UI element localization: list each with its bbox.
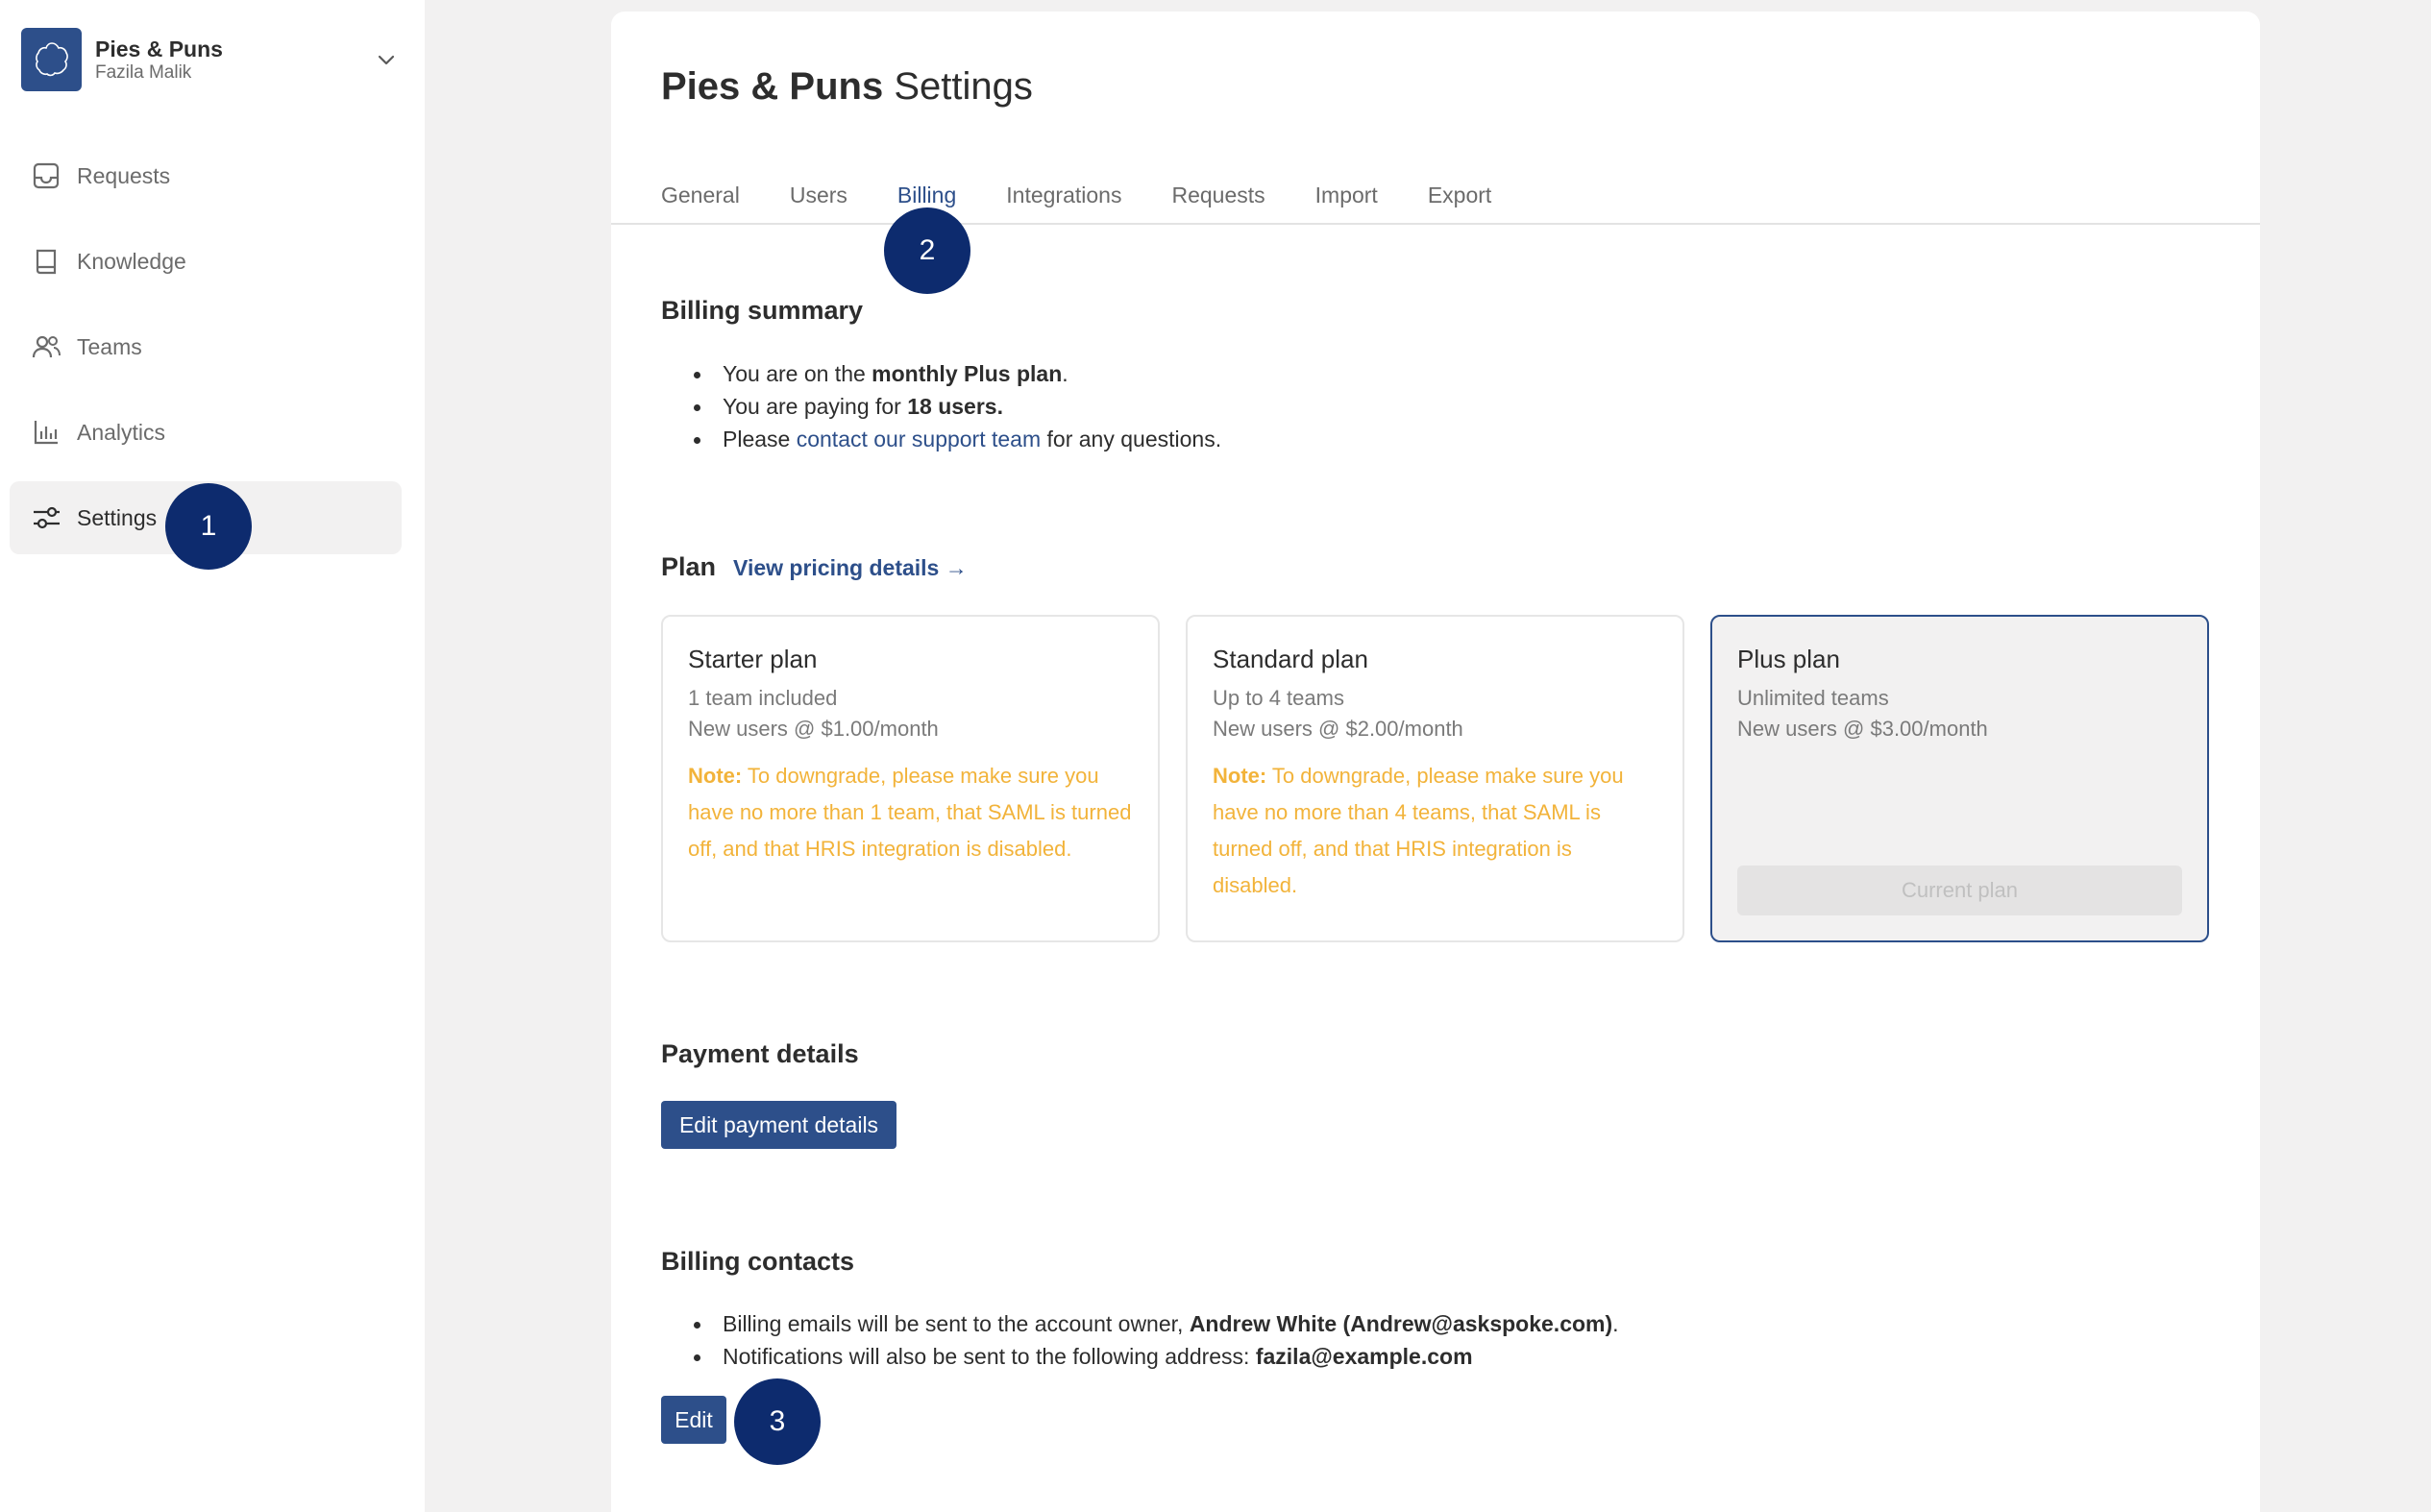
tab-integrations[interactable]: Integrations bbox=[1006, 183, 1122, 207]
flower-logo-icon bbox=[33, 40, 71, 79]
sidebar-item-label: Analytics bbox=[77, 419, 166, 445]
downgrade-note: Note: To downgrade, please make sure you have no more than 4 teams, that SAML is turned off, and that HRIS integration is disabled. bbox=[1213, 764, 1624, 897]
sidebar-item-label: Settings bbox=[77, 504, 158, 530]
billing-contacts-title: Billing contacts bbox=[661, 1247, 855, 1276]
plan-card-plus: Plus plan Unlimited teams New users @ $3.00/month Current plan bbox=[1710, 615, 2209, 942]
support-link[interactable]: contact our support team bbox=[796, 427, 1042, 451]
plan-title: Plan bbox=[661, 552, 717, 581]
tab-billing[interactable]: Billing bbox=[896, 183, 957, 207]
sidebar-item-knowledge[interactable] bbox=[10, 225, 402, 298]
tab-export[interactable]: Export bbox=[1427, 183, 1492, 207]
plan-header bbox=[661, 552, 968, 582]
bar-chart-icon bbox=[29, 415, 63, 450]
tab-requests[interactable]: Requests bbox=[1171, 183, 1265, 207]
billing-summary-title: Billing summary bbox=[661, 296, 864, 325]
plan-cards bbox=[661, 615, 2209, 942]
sidebar-item-requests[interactable] bbox=[10, 139, 402, 212]
payment-details-title: Payment details bbox=[661, 1039, 859, 1068]
inbox-icon bbox=[29, 159, 63, 193]
tab-import[interactable]: Import bbox=[1314, 183, 1378, 207]
workspace-name: Pies & Puns bbox=[95, 37, 223, 61]
step-badge: 1 bbox=[165, 483, 252, 570]
sidebar-item-label: Knowledge bbox=[77, 248, 186, 274]
plan-card-starter[interactable]: Starter plan 1 team included New users @ $1.00/month Note: To downgrade, please make sure you have no more than 1 team, that SAML is turned off, and that HRIS integration is disabled. bbox=[661, 615, 1160, 942]
list-item: You are on the monthly Plus plan. bbox=[661, 357, 1221, 390]
billing-summary-list bbox=[661, 357, 1221, 455]
sidebar-item-label: Teams bbox=[77, 333, 142, 359]
tab-general[interactable]: General bbox=[661, 183, 740, 207]
tab-users[interactable]: Users bbox=[789, 183, 847, 207]
page-title: Pies & Puns Settings bbox=[661, 65, 1033, 108]
list-item: Please contact our support team for any questions. bbox=[661, 423, 1221, 455]
step-badge: 2 bbox=[884, 207, 970, 294]
workspace-logo bbox=[21, 28, 82, 91]
edit-contacts-button[interactable]: Edit bbox=[661, 1396, 726, 1444]
list-item: Notifications will also be sent to the following address: fazila@example.com bbox=[661, 1340, 1619, 1373]
edit-payment-button[interactable]: Edit payment details bbox=[661, 1101, 896, 1149]
view-pricing-link[interactable]: View pricing details → bbox=[733, 555, 968, 580]
list-item: You are paying for 18 users. bbox=[661, 390, 1221, 423]
plan-card-standard[interactable]: Standard plan Up to 4 teams New users @ $2.00/month Note: To downgrade, please make sure you have no more than 4 teams, that SAML is turned off, and that HRIS integration is disabled. bbox=[1186, 615, 1684, 942]
sidebar bbox=[0, 0, 425, 1512]
chevron-down-icon[interactable] bbox=[367, 40, 405, 79]
sidebar-item-teams[interactable] bbox=[10, 310, 402, 383]
workspace-user: Fazila Malik bbox=[95, 62, 192, 83]
users-icon bbox=[29, 329, 63, 364]
sidebar-item-analytics[interactable] bbox=[10, 396, 402, 469]
step-badge: 3 bbox=[734, 1378, 821, 1465]
settings-card bbox=[611, 12, 2260, 1512]
downgrade-note: Note: To downgrade, please make sure you have no more than 1 team, that SAML is turned off, and that HRIS integration is disabled. bbox=[688, 764, 1132, 861]
workspace-switcher[interactable] bbox=[21, 28, 405, 91]
book-icon bbox=[29, 244, 63, 279]
current-plan-button: Current plan bbox=[1737, 866, 2182, 915]
sliders-icon bbox=[29, 500, 63, 535]
sidebar-item-label: Requests bbox=[77, 162, 171, 188]
billing-contacts-list bbox=[661, 1307, 1619, 1373]
list-item: Billing emails will be sent to the account owner, Andrew White (Andrew@askspoke.com). bbox=[661, 1307, 1619, 1340]
settings-tabs bbox=[611, 156, 2260, 225]
